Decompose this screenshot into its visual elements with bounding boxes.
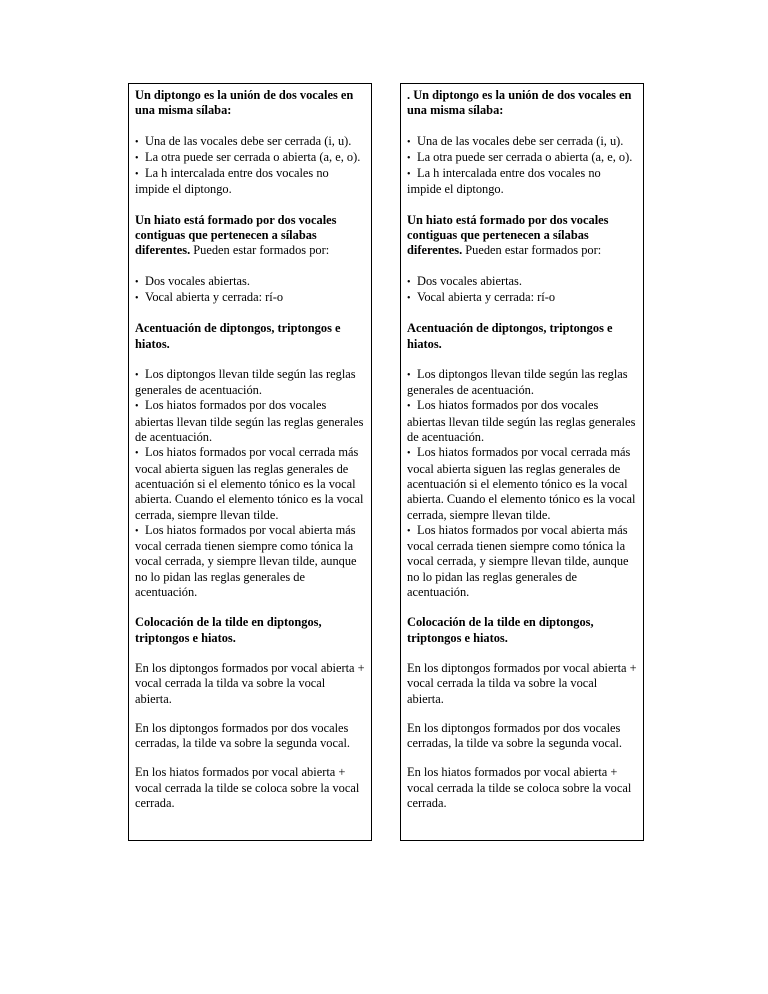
colocacion-paragraph: En los diptongos formados por dos vocales cerradas, la tilde va sobre la segunda vocal.	[407, 720, 623, 751]
colocacion-paragraph: En los hiatos formados por vocal abierta + vocal cerrada la tilde se coloca sobre la vocal cerrada.	[135, 765, 360, 810]
colocacion-paragraph: En los hiatos formados por vocal abierta + vocal cerrada la tilde se coloca sobre la vocal cerrada.	[407, 765, 632, 810]
acentuacion-item: • Los hiatos formados por vocal cerrada más vocal abierta siguen las reglas generales de acentuación si el elemento tónico es la vocal abierta. Cuando el elemento tónico es la vocal cerrada, siempre llevan tilde.	[135, 445, 365, 522]
colocacion-heading: Colocación de la tilde en diptongos, triptongos e hiatos.	[407, 615, 594, 645]
colocacion-paragraph: En los diptongos formados por vocal abierta + vocal cerrada la tilda va sobre la vocal abierta.	[407, 660, 637, 706]
hiato-heading-bold: Un hiato está formado por dos vocales contiguas que pertenecen a sílabas diferentes.	[135, 212, 337, 258]
diptongo-item: • Una de las vocales debe ser cerrada (i, u).	[407, 134, 637, 150]
diptongo-item: • La h intercalada entre dos vocales no impide el diptongo.	[407, 166, 637, 198]
hiato-heading	[407, 213, 637, 259]
diptongo-heading: Un diptongo es la unión de dos vocales en una misma sílaba:	[135, 88, 354, 118]
acentuacion-item: • Los hiatos formados por vocal abierta más vocal cerrada tienen siempre como tónica la vocal cerrada, y siempre llevan tilde, aunque no lo pidan las reglas generales de acentuación.	[135, 523, 365, 600]
acentuacion-heading: Acentuación de diptongos, triptongos e hiatos.	[135, 321, 341, 351]
diptongo-item: • La otra puede ser cerrada o abierta (a, e, o).	[407, 150, 637, 166]
bookmark-left	[128, 83, 372, 841]
hiato-item: • Dos vocales abiertas.	[135, 274, 365, 290]
colocacion-paragraph: En los diptongos formados por dos vocales cerradas, la tilde va sobre la segunda vocal.	[135, 720, 351, 751]
acentuacion-item: • Los diptongos llevan tilde según las reglas generales de acentuación.	[135, 367, 365, 399]
diptongo-item: • La h intercalada entre dos vocales no impide el diptongo.	[135, 166, 365, 198]
acentuacion-heading: Acentuación de diptongos, triptongos e hiatos.	[407, 321, 613, 351]
colocacion-paragraph: En los diptongos formados por vocal abierta + vocal cerrada la tilda va sobre la vocal abierta.	[135, 660, 365, 706]
acentuacion-item: • Los hiatos formados por vocal abierta más vocal cerrada tienen siempre como tónica la vocal cerrada, y siempre llevan tilde, aunque no lo pidan las reglas generales de acentuación.	[407, 523, 637, 600]
diptongo-item: • Una de las vocales debe ser cerrada (i, u).	[135, 134, 365, 150]
diptongo-item: • La otra puede ser cerrada o abierta (a, e, o).	[135, 150, 365, 166]
acentuacion-item: • Los diptongos llevan tilde según las reglas generales de acentuación.	[407, 367, 637, 399]
hiato-item: • Vocal abierta y cerrada: rí-o	[407, 290, 637, 306]
hiato-heading	[135, 213, 365, 259]
acentuacion-item: • Los hiatos formados por dos vocales abiertas llevan tilde según las reglas generales de acentuación.	[135, 398, 365, 445]
acentuacion-item: • Los hiatos formados por vocal cerrada más vocal abierta siguen las reglas generales de acentuación si el elemento tónico es la vocal abierta. Cuando el elemento tónico es la vocal cerrada, siempre llevan tilde.	[407, 445, 637, 522]
acentuacion-item: • Los hiatos formados por dos vocales abiertas llevan tilde según las reglas generales de acentuación.	[407, 398, 637, 445]
hiato-item: • Vocal abierta y cerrada: rí-o	[135, 290, 365, 306]
hiato-heading-rest: Pueden estar formados por:	[462, 243, 602, 258]
hiato-item: • Dos vocales abiertas.	[407, 274, 637, 290]
hiato-heading-rest: Pueden estar formados por:	[190, 243, 330, 258]
hiato-heading-bold: Un hiato está formado por dos vocales contiguas que pertenecen a sílabas diferentes.	[407, 212, 609, 258]
colocacion-heading: Colocación de la tilde en diptongos, triptongos e hiatos.	[135, 615, 322, 645]
bookmark-right	[400, 83, 644, 841]
diptongo-heading: . Un diptongo es la unión de dos vocales en una misma sílaba:	[407, 88, 632, 118]
